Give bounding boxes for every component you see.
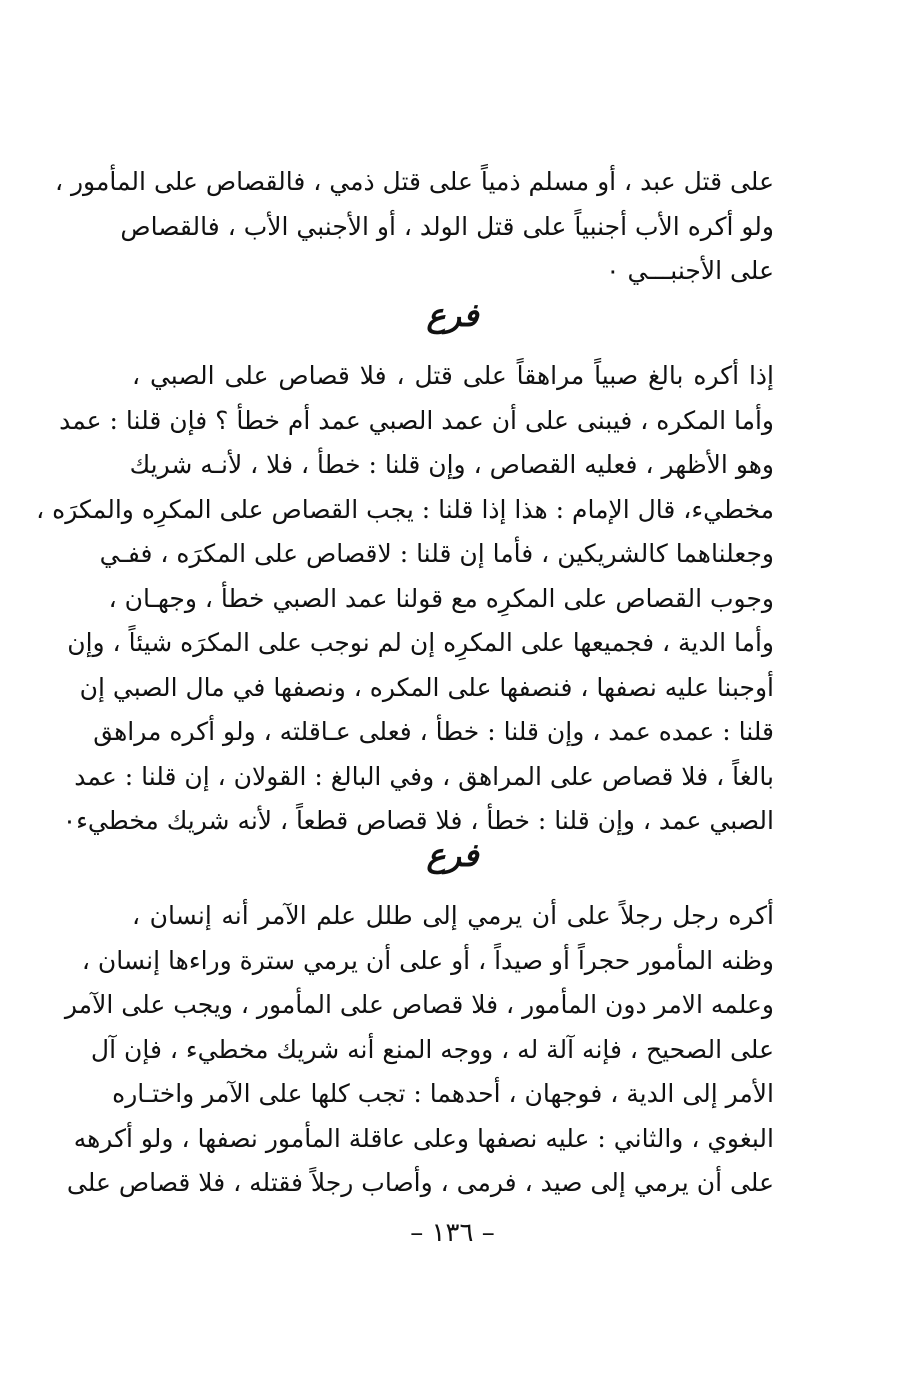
paragraph-intro <box>54 160 774 294</box>
text-line: أوجبنا عليه نصفها ، فنصفها على المكره ، ونصفها في مال الصبي إن <box>79 672 774 702</box>
page-number: – ١٣٦ – <box>410 1218 495 1248</box>
text-line: وهو الأظهر ، فعليه القصاص ، وإن قلنا : خطأ ، فلا ، لأنـه شريك <box>129 450 774 479</box>
text-line: على أن يرمي إلى صيد ، فرمى ، وأصاب رجلاً فقتله ، فلا قصاص على <box>66 1168 774 1197</box>
text-line: الصبي عمد ، وإن قلنا : خطأ ، فلا قصاص قطعاً ، لأنه شريك مخطيء٠ <box>62 806 774 835</box>
text-line: إذا أكره بالغ صبياً مراهقاً على قتل ، فلا قصاص على الصبي ، <box>132 361 774 390</box>
text-line: بالغاً ، فلا قصاص على المراهق ، وفي البالغ : القولان ، إن قلنا : عمد <box>74 761 774 791</box>
text-line: ولو أكره الأب أجنبياً على قتل الولد ، أو الأجنبي الأب ، فالقصاص <box>120 211 774 241</box>
text-line: على الأجنبـــي ٠ <box>606 256 774 285</box>
text-line: أكره رجل رجلاً على أن يرمي إلى طلل علم الآمر أنه إنسان ، <box>132 901 774 930</box>
text-line: على الصحيح ، فإنه آلة له ، ووجه المنع أنه شريك مخطيء ، فإن آل <box>90 1034 774 1064</box>
text-line: وجعلناهما كالشريكين ، فأما إن قلنا : لاقصاص على المكرَه ، ففـي <box>99 539 774 568</box>
text-line: الأمر إلى الدية ، فوجهان ، أحدهما : تجب كلها على الآمر واختـاره <box>112 1079 774 1108</box>
section-heading-far: فرع <box>426 836 479 874</box>
text-line: قلنا : عمده عمد ، وإن قلنا : خطأ ، فعلى عـاقلته ، ولو أكره مراهق <box>93 717 774 746</box>
text-line: على قتل عبد ، أو مسلم ذمياً على قتل ذمي ، فالقصاص على المأمور ، <box>54 167 774 196</box>
section-heading-far: فرع <box>426 296 479 334</box>
paragraph-third <box>64 894 774 1206</box>
text-line: وأما الدية ، فجميعها على المكرِه إن لم نوجب على المكرَه شيئاً ، وإن <box>67 628 774 657</box>
text-line: البغوي ، والثاني : عليه نصفها وعلى عاقلة المأمور نصفها ، ولو أكرهه <box>73 1123 774 1153</box>
text-line: مخطيء، قال الإمام : هذا إذا قلنا : يجب القصاص على المكرِه والمكرَه ، <box>36 494 774 524</box>
text-line: وظنه المأمور حجراً أو صيداً ، أو على أن يرمي سترة وراءها إنسان ، <box>81 945 774 975</box>
text-line: وعلمه الامر دون المأمور ، فلا قصاص على المأمور ، ويجب على الآمر <box>64 990 774 1019</box>
text-line: وأما المكره ، فيبنى على أن عمد الصبي عمد أم خطأ ؟ فإن قلنا : عمد <box>59 405 774 435</box>
text-line: وجوب القصاص على المكرِه مع قولنا عمد الصبي خطأ ، وجهـان ، <box>108 583 774 613</box>
paragraph-second <box>36 354 774 844</box>
